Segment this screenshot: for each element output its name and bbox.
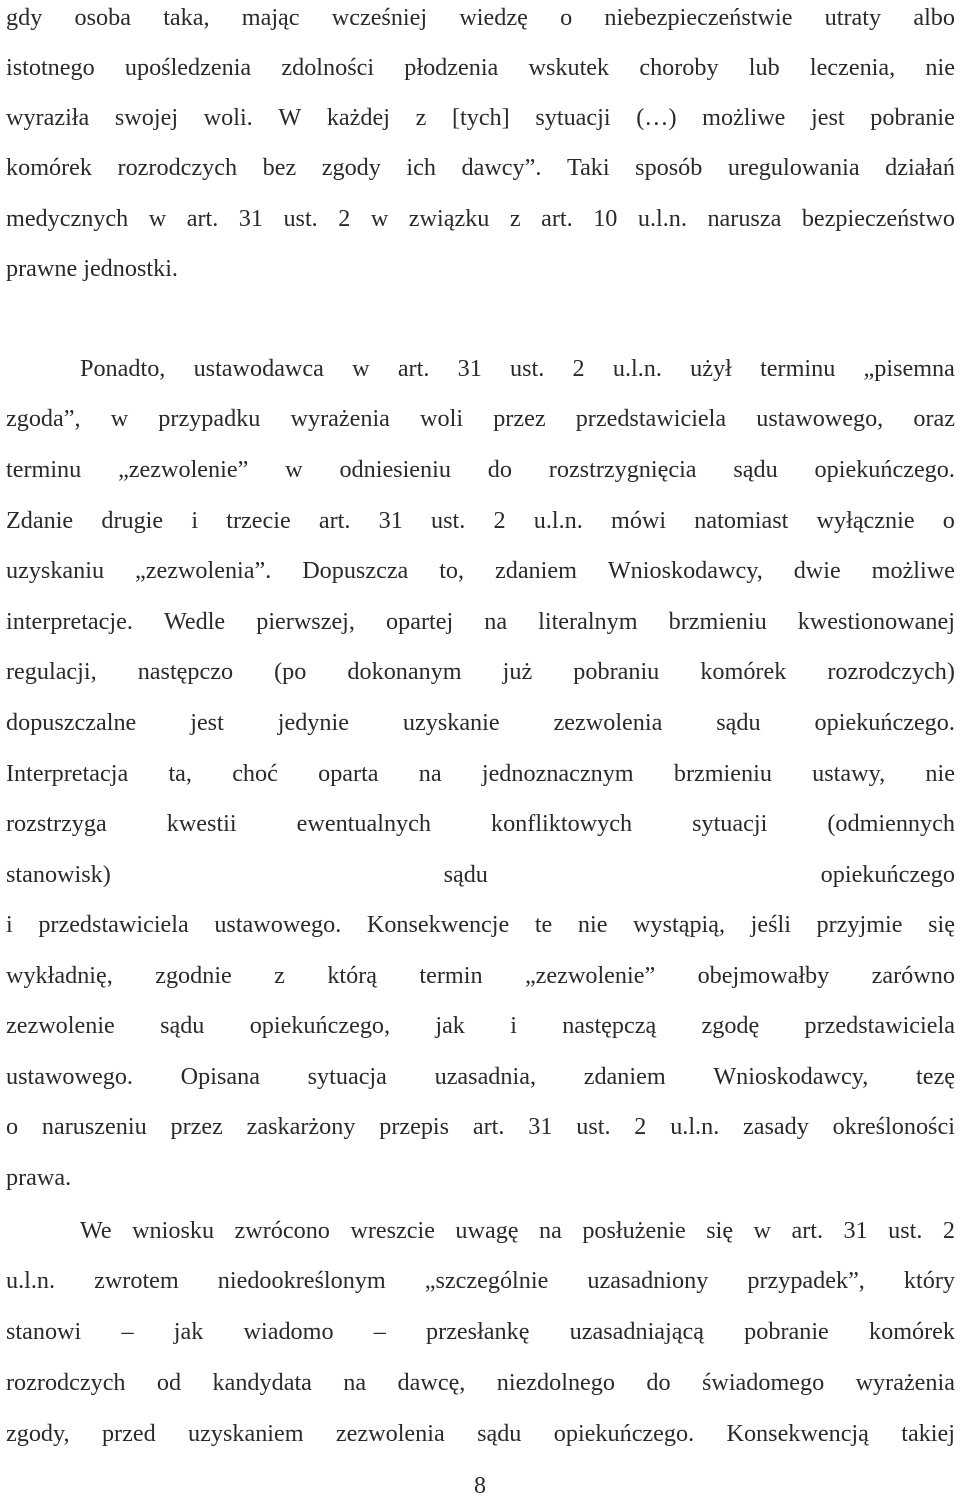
word: zdaniem bbox=[494, 557, 577, 584]
word: przedstawiciela bbox=[38, 911, 189, 938]
word: sądu bbox=[443, 861, 488, 888]
word: od bbox=[156, 1369, 182, 1396]
word: sytuacja bbox=[307, 1063, 387, 1090]
word: obejmowałby bbox=[697, 962, 830, 989]
word: sądu bbox=[477, 1420, 522, 1447]
word: kwestionowanej bbox=[797, 608, 955, 635]
text-line bbox=[6, 1408, 955, 1459]
word: zezwolenia bbox=[553, 709, 663, 736]
word: jedynie bbox=[277, 709, 349, 736]
word: jest bbox=[190, 709, 224, 736]
word: woli. bbox=[203, 104, 253, 131]
word: przedstawiciela bbox=[575, 405, 727, 432]
word: i bbox=[510, 1012, 517, 1039]
word: Zdanie bbox=[6, 507, 74, 534]
word: się bbox=[706, 1217, 734, 1244]
word: te bbox=[534, 911, 553, 938]
word: „zezwolenia”. bbox=[134, 557, 272, 584]
word: uzasadniony bbox=[587, 1267, 709, 1294]
word: ich bbox=[406, 154, 436, 181]
word: sądu bbox=[733, 456, 778, 483]
word: jeśli bbox=[750, 911, 791, 938]
word: W bbox=[278, 104, 302, 131]
word: zgody bbox=[321, 154, 381, 181]
text-line bbox=[6, 1101, 955, 1152]
page-number: 8 bbox=[474, 1473, 486, 1499]
text-line bbox=[6, 393, 955, 444]
word: „zezwolenie” bbox=[118, 456, 249, 483]
word: przed bbox=[101, 1420, 156, 1447]
word: art. bbox=[541, 205, 573, 232]
word: wiadomo bbox=[243, 1318, 334, 1345]
word: opiekuńczego. bbox=[553, 1420, 695, 1447]
word: który bbox=[903, 1267, 955, 1294]
text-line bbox=[6, 1051, 955, 1102]
word: Wnioskodawcy, bbox=[607, 557, 763, 584]
word: We bbox=[80, 1217, 112, 1244]
word: przypadek”, bbox=[747, 1267, 865, 1294]
word: termin bbox=[419, 962, 483, 989]
word: następczo bbox=[137, 658, 234, 685]
word: – bbox=[121, 1318, 134, 1345]
word: sądu bbox=[716, 709, 761, 736]
word: komórek bbox=[869, 1318, 955, 1345]
text-line bbox=[6, 545, 955, 596]
document-page bbox=[6, 0, 955, 1505]
word: i bbox=[191, 507, 199, 534]
word: drugie bbox=[101, 507, 164, 534]
word: przez bbox=[493, 405, 546, 432]
word: zgodnie bbox=[155, 962, 232, 989]
word: zgoda”, bbox=[6, 405, 81, 432]
word: mówi bbox=[611, 507, 667, 534]
word: 2 bbox=[493, 507, 506, 534]
word: przez bbox=[170, 1113, 223, 1140]
text-line bbox=[6, 1205, 955, 1256]
word: w bbox=[110, 405, 129, 432]
word: przesłankę bbox=[426, 1318, 530, 1345]
text-line bbox=[6, 849, 955, 900]
word: dawcę, bbox=[397, 1369, 466, 1396]
word: wcześniej bbox=[331, 4, 428, 31]
word: zwrócono bbox=[234, 1217, 330, 1244]
word: nie bbox=[577, 911, 608, 938]
word: uzyskanie bbox=[402, 709, 500, 736]
word: rozrodczych bbox=[117, 154, 238, 181]
text-line bbox=[6, 444, 955, 495]
word: na bbox=[539, 1217, 562, 1244]
word: Interpretacja bbox=[6, 760, 129, 787]
word: w bbox=[148, 205, 167, 232]
word: 2 bbox=[338, 205, 351, 232]
word: 2 bbox=[572, 355, 585, 382]
word: 31 bbox=[528, 1113, 553, 1140]
word: (odmiennych bbox=[827, 810, 955, 837]
word: ustawowego. bbox=[6, 1063, 133, 1090]
word: opiekuńczego. bbox=[814, 456, 955, 483]
word: przedstawiciela bbox=[804, 1012, 955, 1039]
word: dwie bbox=[793, 557, 841, 584]
word: woli bbox=[420, 405, 464, 432]
word: w bbox=[370, 205, 389, 232]
word: „szczególnie bbox=[424, 1267, 549, 1294]
text-line bbox=[6, 495, 955, 546]
word: (…) bbox=[636, 104, 677, 131]
word: dawcy”. bbox=[461, 154, 542, 181]
word: ewentualnych bbox=[296, 810, 431, 837]
word: ta, bbox=[168, 760, 192, 787]
word: albo bbox=[913, 4, 955, 31]
text-line bbox=[6, 646, 955, 697]
word: nie bbox=[925, 760, 955, 787]
word: z bbox=[509, 205, 521, 232]
word: ust. bbox=[510, 355, 545, 382]
word: zgody, bbox=[6, 1420, 70, 1447]
word: terminu bbox=[6, 456, 82, 483]
word: Wnioskodawcy, bbox=[713, 1063, 869, 1090]
word: do bbox=[487, 456, 512, 483]
word: 31 bbox=[378, 507, 403, 534]
word: rozstrzygnięcia bbox=[548, 456, 697, 483]
word: jak bbox=[435, 1012, 465, 1039]
word: wyrażenia bbox=[290, 405, 390, 432]
word: ustawy, bbox=[812, 760, 886, 787]
text-line bbox=[6, 92, 955, 143]
word: wyłącznie bbox=[816, 507, 915, 534]
word: działań bbox=[885, 154, 955, 181]
word: jest bbox=[811, 104, 845, 131]
text-line bbox=[6, 0, 955, 43]
word: „pisemna bbox=[863, 355, 955, 382]
text-line bbox=[6, 1255, 955, 1306]
word: gdy bbox=[6, 4, 43, 31]
word: nie bbox=[925, 54, 955, 81]
word: wniosku bbox=[132, 1217, 215, 1244]
word: opiekuńczego. bbox=[814, 709, 955, 736]
word: brzmieniu bbox=[673, 760, 772, 787]
word: o bbox=[6, 1113, 19, 1140]
word: 2 bbox=[634, 1113, 647, 1140]
word: brzmieniu bbox=[668, 608, 767, 635]
word: u.l.n. bbox=[533, 507, 583, 534]
word: uwagę bbox=[455, 1217, 519, 1244]
word: sposób bbox=[635, 154, 703, 181]
word: opartej bbox=[386, 608, 454, 635]
word: już bbox=[502, 658, 533, 685]
word: komórek bbox=[6, 154, 92, 181]
word: regulacji, bbox=[6, 658, 97, 685]
word: do bbox=[646, 1369, 671, 1396]
word: art. bbox=[397, 355, 430, 382]
word: art. bbox=[318, 507, 351, 534]
word: następczą bbox=[562, 1012, 657, 1039]
word: się bbox=[928, 911, 955, 938]
word: Dopuszcza bbox=[302, 557, 409, 584]
word: kwestii bbox=[166, 810, 237, 837]
text-line bbox=[6, 343, 955, 394]
word: przypadku bbox=[158, 405, 261, 432]
word: Ponadto, bbox=[80, 355, 166, 382]
word: posłużenie bbox=[582, 1217, 686, 1244]
word: Konsekwencją bbox=[726, 1420, 869, 1447]
word: zezwolenia bbox=[335, 1420, 445, 1447]
word: ustawowego, bbox=[756, 405, 884, 432]
word: zezwolenie bbox=[6, 1012, 115, 1039]
word: takiej bbox=[901, 1420, 955, 1447]
word: to, bbox=[439, 557, 465, 584]
word: ustawowego. bbox=[214, 911, 342, 938]
word: opiekuńczego, bbox=[249, 1012, 391, 1039]
word: z bbox=[415, 104, 427, 131]
word: użył bbox=[690, 355, 732, 382]
word: ust. bbox=[431, 507, 466, 534]
word: wskutek bbox=[528, 54, 610, 81]
word: choć bbox=[232, 760, 278, 787]
word: związku bbox=[408, 205, 490, 232]
text-line bbox=[6, 596, 955, 647]
word: rozrodczych) bbox=[827, 658, 955, 685]
word: dokonanym bbox=[347, 658, 462, 685]
word: kandydata bbox=[212, 1369, 312, 1396]
word: taka, bbox=[163, 4, 210, 31]
word: na bbox=[418, 760, 442, 787]
word: przepis bbox=[379, 1113, 450, 1140]
word: dopuszczalne bbox=[6, 709, 137, 736]
word: zaskarżony bbox=[246, 1113, 356, 1140]
word: niebezpieczeństwie bbox=[604, 4, 793, 31]
word: opiekuńczego bbox=[820, 861, 955, 888]
word: 31 bbox=[843, 1217, 868, 1244]
word: rozstrzyga bbox=[6, 810, 107, 837]
word: naruszeniu bbox=[41, 1113, 147, 1140]
word: jak bbox=[173, 1318, 204, 1345]
word: uzasadnia, bbox=[434, 1063, 536, 1090]
word: literalnym bbox=[538, 608, 638, 635]
text-line bbox=[6, 697, 955, 748]
word: z bbox=[274, 962, 285, 989]
word: upośledzenia bbox=[124, 54, 252, 81]
word: i bbox=[6, 911, 13, 938]
word: wiedzę bbox=[459, 4, 528, 31]
word: świadomego bbox=[701, 1369, 825, 1396]
word: leczenia, bbox=[809, 54, 896, 81]
word: 31 bbox=[457, 355, 482, 382]
text-line bbox=[6, 1000, 955, 1051]
word: 10 bbox=[593, 205, 618, 232]
word: wyraziła bbox=[6, 104, 90, 131]
word: w bbox=[285, 456, 303, 483]
word: u.l.n. bbox=[6, 1267, 56, 1294]
word: płodzenia bbox=[404, 54, 499, 81]
word: o bbox=[942, 507, 955, 534]
word: na bbox=[343, 1369, 367, 1396]
word: możliwe bbox=[702, 104, 786, 131]
word: jednoznacznym bbox=[481, 760, 634, 787]
word: ust. bbox=[283, 205, 318, 232]
word: niedookreślonym bbox=[217, 1267, 386, 1294]
word: [tych] bbox=[451, 104, 510, 131]
word: choroby bbox=[639, 54, 719, 81]
word: zgodę bbox=[701, 1012, 760, 1039]
word: bez bbox=[262, 154, 297, 181]
word: Wedle bbox=[163, 608, 226, 635]
word: art. bbox=[472, 1113, 505, 1140]
text-line bbox=[6, 748, 955, 799]
word: trzecie bbox=[226, 507, 291, 534]
word: którą bbox=[327, 962, 378, 989]
word: stanowisk) bbox=[6, 861, 111, 888]
word: art. bbox=[791, 1217, 824, 1244]
word: terminu bbox=[760, 355, 836, 382]
word: natomiast bbox=[694, 507, 789, 534]
word: oraz bbox=[913, 405, 955, 432]
word: zdaniem bbox=[583, 1063, 666, 1090]
word: oparta bbox=[318, 760, 379, 787]
word: uzyskaniu bbox=[6, 557, 105, 584]
word: 2 bbox=[942, 1217, 955, 1244]
text-line bbox=[6, 798, 955, 849]
word: zdolności bbox=[281, 54, 375, 81]
word: u.l.n. bbox=[637, 205, 687, 232]
word: sytuacji bbox=[535, 104, 611, 131]
text-line: prawa. bbox=[6, 1164, 72, 1191]
word: sądu bbox=[160, 1012, 205, 1039]
word: zarówno bbox=[871, 962, 955, 989]
word: wystąpią, bbox=[633, 911, 726, 938]
word: pobranie bbox=[744, 1318, 829, 1345]
word: na bbox=[484, 608, 508, 635]
word: narusza bbox=[707, 205, 782, 232]
word: komórek bbox=[700, 658, 787, 685]
word: zwrotem bbox=[94, 1267, 179, 1294]
word: mając bbox=[241, 4, 300, 31]
word: tezę bbox=[916, 1063, 955, 1090]
word: ust. bbox=[888, 1217, 923, 1244]
word: medycznych bbox=[6, 205, 129, 232]
word: zasady bbox=[743, 1113, 809, 1140]
word: pobranie bbox=[870, 104, 955, 131]
word: pierwszej, bbox=[256, 608, 355, 635]
word: interpretacje. bbox=[6, 608, 133, 635]
word: przyjmie bbox=[816, 911, 903, 938]
text-line bbox=[6, 1357, 955, 1408]
word: w bbox=[753, 1217, 771, 1244]
word: możliwe bbox=[871, 557, 955, 584]
text-line bbox=[6, 1306, 955, 1357]
word: utraty bbox=[824, 4, 882, 31]
word: u.l.n. bbox=[670, 1113, 720, 1140]
word: – bbox=[373, 1318, 386, 1345]
word: Taki bbox=[566, 154, 610, 181]
word: lub bbox=[748, 54, 780, 81]
text-line bbox=[6, 142, 955, 193]
word: wreszcie bbox=[350, 1217, 435, 1244]
word: określoności bbox=[832, 1113, 955, 1140]
word: pobraniu bbox=[573, 658, 660, 685]
word: 31 bbox=[238, 205, 263, 232]
word: Opisana bbox=[180, 1063, 260, 1090]
text-line: prawne jednostki. bbox=[6, 255, 178, 282]
text-line bbox=[6, 950, 955, 1001]
word: bezpieczeństwo bbox=[801, 205, 955, 232]
word: wyrażenia bbox=[855, 1369, 955, 1396]
word: ust. bbox=[576, 1113, 611, 1140]
word: u.l.n. bbox=[612, 355, 662, 382]
word: uregulowania bbox=[727, 154, 860, 181]
word: w bbox=[352, 355, 370, 382]
text-line bbox=[6, 42, 955, 93]
word: „zezwolenie” bbox=[524, 962, 656, 989]
word: uzyskaniem bbox=[188, 1420, 304, 1447]
word: art. bbox=[186, 205, 219, 232]
word: wykładnię, bbox=[6, 962, 113, 989]
word: istotnego bbox=[6, 54, 95, 81]
text-line bbox=[6, 899, 955, 950]
word: o bbox=[560, 4, 573, 31]
word: (po bbox=[274, 658, 307, 685]
word: każdej bbox=[326, 104, 390, 131]
word: swojej bbox=[114, 104, 179, 131]
word: sytuacji bbox=[692, 810, 768, 837]
word: ustawodawca bbox=[193, 355, 324, 382]
word: uzasadniającą bbox=[569, 1318, 704, 1345]
word: odniesieniu bbox=[339, 456, 451, 483]
word: stanowi bbox=[6, 1318, 82, 1345]
word: Konsekwencje bbox=[366, 911, 510, 938]
word: rozrodczych bbox=[6, 1369, 126, 1396]
word: osoba bbox=[74, 4, 131, 31]
text-line bbox=[6, 193, 955, 244]
word: konfliktowych bbox=[490, 810, 633, 837]
word: niezdolnego bbox=[496, 1369, 615, 1396]
